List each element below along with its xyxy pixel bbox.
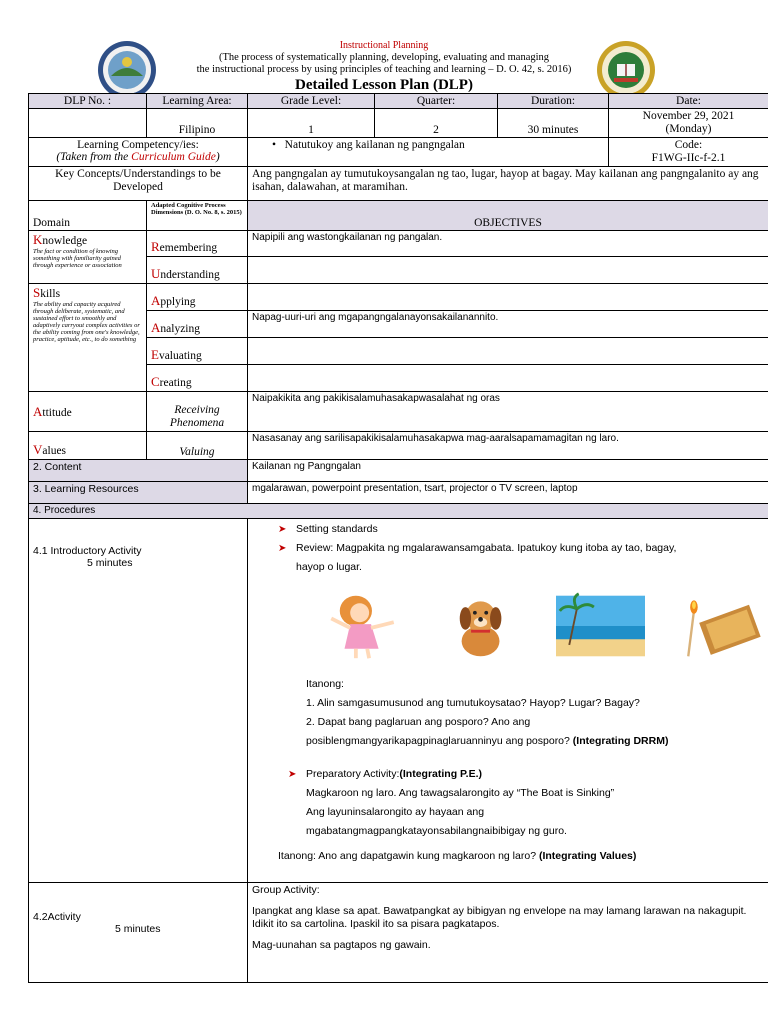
objective-attitude: Naipakikita ang pakikisalamuhasakapwasalahat ng oras: [248, 392, 768, 432]
girl-picture: [318, 588, 407, 664]
quarter-label: Quarter:: [375, 94, 498, 109]
dimensions-label: Adapted Cognitive Process Dimensions (D. O. No. 8, s. 2015): [147, 201, 248, 231]
applying-row: [29, 284, 768, 311]
activity-row: [29, 883, 768, 983]
header-subtitle-line1: (The process of systematically planning, developing, evaluating and managing: [218, 52, 550, 63]
group-activity-race: Mag-uunahan sa pagtapos ng gawain.: [252, 939, 431, 951]
level-applying: [147, 284, 248, 311]
question-1: 1. Alin samgasumusunod ang tumutukoysatao? Hayop? Lugar? Bagay?: [306, 697, 640, 709]
competency-value: Natutukoy ang kailanan ng pangngalan: [284, 139, 465, 151]
review-item: [278, 539, 764, 558]
objectives-label: OBJECTIVES: [248, 201, 768, 231]
level-rest: valuating: [158, 350, 202, 362]
ask-text: Itanong: Ano ang dapatgawin kung magkaroon ng laro?: [278, 850, 539, 862]
domain-header-row: [29, 201, 768, 231]
level-initial: U: [151, 266, 161, 281]
intro-content: [248, 519, 768, 883]
date-value: [609, 109, 768, 138]
skills-desc: The ability and capacity acquired through deliberate, systematic, and sustained effort to smoothly and adaptively carryout complex activities or the ability coming from one's knowledge, practice, aptitude, etc., to do something: [33, 301, 140, 343]
domain-label: Domain: [29, 201, 147, 231]
grade-level-value: 1: [248, 109, 375, 138]
knowledge-desc: The fact or condition of knowing something with familiarity gained through experience or association: [33, 248, 122, 269]
competency-source: [33, 151, 243, 163]
code-label: Code:: [674, 139, 703, 151]
preparatory-text: Preparatory Activity:: [306, 768, 400, 780]
attitude-dimension: Receiving Phenomena: [147, 392, 248, 432]
procedures-row: [29, 504, 768, 519]
level-rest: reating: [159, 377, 192, 389]
dlp-table: [28, 93, 768, 983]
resources-row: [29, 482, 768, 504]
resources-label: 3. Learning Resources: [29, 482, 248, 504]
activity-content: [248, 883, 768, 983]
level-evaluating: [147, 338, 248, 365]
content-label: 2. Content: [29, 460, 248, 482]
level-remembering: [147, 231, 248, 257]
level-rest: emembering: [159, 242, 218, 254]
skills-rest: kills: [40, 288, 61, 300]
competency-label-cell: [29, 138, 248, 167]
attitude-row: [29, 392, 768, 432]
date-label: Date:: [609, 94, 768, 109]
date-text: November 29, 2021: [642, 110, 735, 122]
level-initial: R: [151, 239, 160, 254]
header-subtitle-line2: the instructional process by using principles of teaching and learning – D. O. 42, s. 2016): [196, 64, 572, 75]
level-rest: pplying: [160, 296, 196, 308]
level-creating: [147, 365, 248, 392]
objective-values: Nasasanay ang sarilisapakikisalamuhasakapwa mag-aaralsapamamagitan ng laro.: [248, 432, 768, 460]
group-activity-desc: Ipangkat ang klase sa apat. Bawatpangkat ay bibigyan ng envelope na may lamang larawan na nakagupit. Idikit ito sa cartolina. Ipaskil ito sa pisara pagkatapos.: [252, 905, 747, 930]
attitude-rest: ttitude: [42, 406, 72, 419]
content-row: [29, 460, 768, 482]
preparatory-line-2: Ang layuninsalarongito ay hayaan ang: [306, 806, 485, 818]
code-value: F1WG-IIc-f-2.1: [651, 152, 726, 164]
objective-analyzing: Napag-uuri-uri ang mgapangngalanayonsakailanannito.: [248, 311, 768, 338]
objective-remembering: Napipili ang wastongkailanan ng pangalan.: [248, 231, 768, 257]
intro-label-cell: [29, 519, 248, 883]
curriculum-guide-text: Curriculum Guide: [131, 151, 216, 163]
date-day: (Monday): [665, 123, 712, 135]
attitude-label: [29, 392, 147, 432]
level-rest: nderstanding: [160, 269, 220, 281]
matches-picture: [675, 588, 764, 664]
group-activity-label: Group Activity:: [252, 884, 320, 896]
level-analyzing: [147, 311, 248, 338]
knowledge-cell: [29, 231, 147, 284]
values-initial: V: [33, 442, 43, 457]
level-rest: nalyzing: [160, 323, 200, 335]
intro-activity-row: [29, 519, 768, 883]
values-dimension: Valuing: [147, 432, 248, 460]
question-2a: 2. Dapat bang paglaruan ang posporo? Ano ang: [306, 716, 531, 728]
preparatory-line-3: mgabatangmagpangkatayonsabilangnaibibigay ng guro.: [306, 825, 567, 837]
review-text: Review: Magpakita ng mgalarawansamgabata. Ipatukoy kung itoba ay tao, bagay,: [296, 542, 677, 554]
setting-standards-text: Setting standards: [296, 523, 378, 535]
objective-applying: [248, 284, 768, 311]
level-initial: A: [151, 320, 161, 335]
duration-value: 30 minutes: [498, 109, 609, 138]
key-concepts-label: Key Concepts/Understandings to be Developed: [29, 167, 248, 201]
arrow-bullet-icon: ➤: [288, 769, 297, 780]
grade-level-label: Grade Level:: [248, 94, 375, 109]
spacer: [278, 751, 764, 765]
ask-line: [278, 847, 764, 866]
picture-row: [318, 583, 764, 669]
key-concepts-row: [29, 167, 768, 201]
review-text-2: hayop o lugar.: [296, 561, 362, 573]
knowledge-heading: [33, 232, 142, 248]
beach-picture: [556, 588, 645, 664]
values-rest: alues: [42, 445, 67, 457]
objective-creating: [248, 365, 768, 392]
itanong-label: Itanong:: [306, 678, 344, 690]
arrow-bullet-icon: ➤: [278, 543, 287, 554]
objective-evaluating: [248, 338, 768, 365]
learning-area-value: Filipino: [147, 109, 248, 138]
skills-initial: S: [33, 285, 41, 300]
drrm-tag: (Integrating DRRM): [572, 735, 669, 747]
values-tag: (Integrating Values): [538, 850, 637, 862]
header-title: Instructional Planning: [339, 40, 429, 51]
setting-standards-item: [278, 520, 764, 539]
dlp-no-value: [29, 109, 147, 138]
document-title: Detailed Lesson Plan (DLP): [295, 77, 473, 93]
competency-label: Learning Competency/ies:: [77, 139, 199, 151]
code-cell: [609, 138, 768, 167]
content-value: Kailanan ng Pangngalan: [248, 460, 768, 482]
dlp-no-label: DLP No. :: [29, 94, 147, 109]
activity-time: 5 minutes: [115, 923, 161, 935]
spacer: [252, 931, 764, 939]
question-2b: [278, 732, 764, 751]
procedures-label: 4. Procedures: [29, 504, 768, 519]
values-label: [29, 432, 147, 460]
resources-value: mgalarawan, powerpoint presentation, tsart, projector o TV screen, laptop: [248, 482, 768, 504]
knowledge-rest: nowledge: [42, 235, 88, 247]
duration-label: Duration:: [498, 94, 609, 109]
objective-understanding: [248, 257, 768, 284]
level-initial: E: [151, 347, 159, 362]
knowledge-initial: K: [33, 232, 43, 247]
values-row: [29, 432, 768, 460]
question-2b-text: posiblengmangyarikapagpinaglaruanninyu ang posporo?: [306, 735, 573, 747]
intro-label: 4.1 Introductory Activity: [33, 545, 142, 557]
learning-area-label: Learning Area:: [147, 94, 248, 109]
competency-row: [29, 138, 768, 167]
skills-heading: [33, 285, 142, 301]
skills-cell: [29, 284, 147, 392]
pe-tag: (Integrating P.E.): [399, 768, 483, 780]
quarter-value: 2: [375, 109, 498, 138]
dog-picture: [437, 588, 526, 664]
level-initial: A: [151, 293, 161, 308]
competency-source-suffix: ): [215, 151, 220, 163]
intro-time: 5 minutes: [87, 557, 133, 569]
arrow-bullet-icon: ➤: [278, 524, 287, 535]
info-header-row: [29, 94, 768, 109]
key-concepts-value: Ang pangngalan ay tumutukoysangalan ng tao, lugar, hayop at bagay. May kailanan ang pangngalanito ay ang isahan, dalawahan, at maramihan.: [248, 167, 768, 201]
level-initial: C: [151, 374, 160, 389]
activity-label-cell: [29, 883, 248, 983]
info-values-row: [29, 109, 768, 138]
attitude-initial: A: [33, 403, 43, 419]
level-understanding: [147, 257, 248, 284]
spacer: [252, 897, 764, 905]
preparatory-item: [278, 765, 764, 784]
remembering-row: [29, 231, 768, 257]
preparatory-line-1: Magkaroon ng laro. Ang tawagsalarongito ay “The Boat is Sinking”: [306, 787, 615, 799]
competency-source-prefix: (Taken from the: [56, 151, 132, 163]
activity-label: 4.2Activity: [33, 911, 81, 923]
competency-value-cell: • Natutukoy ang kailanan ng pangngalan: [248, 138, 609, 167]
